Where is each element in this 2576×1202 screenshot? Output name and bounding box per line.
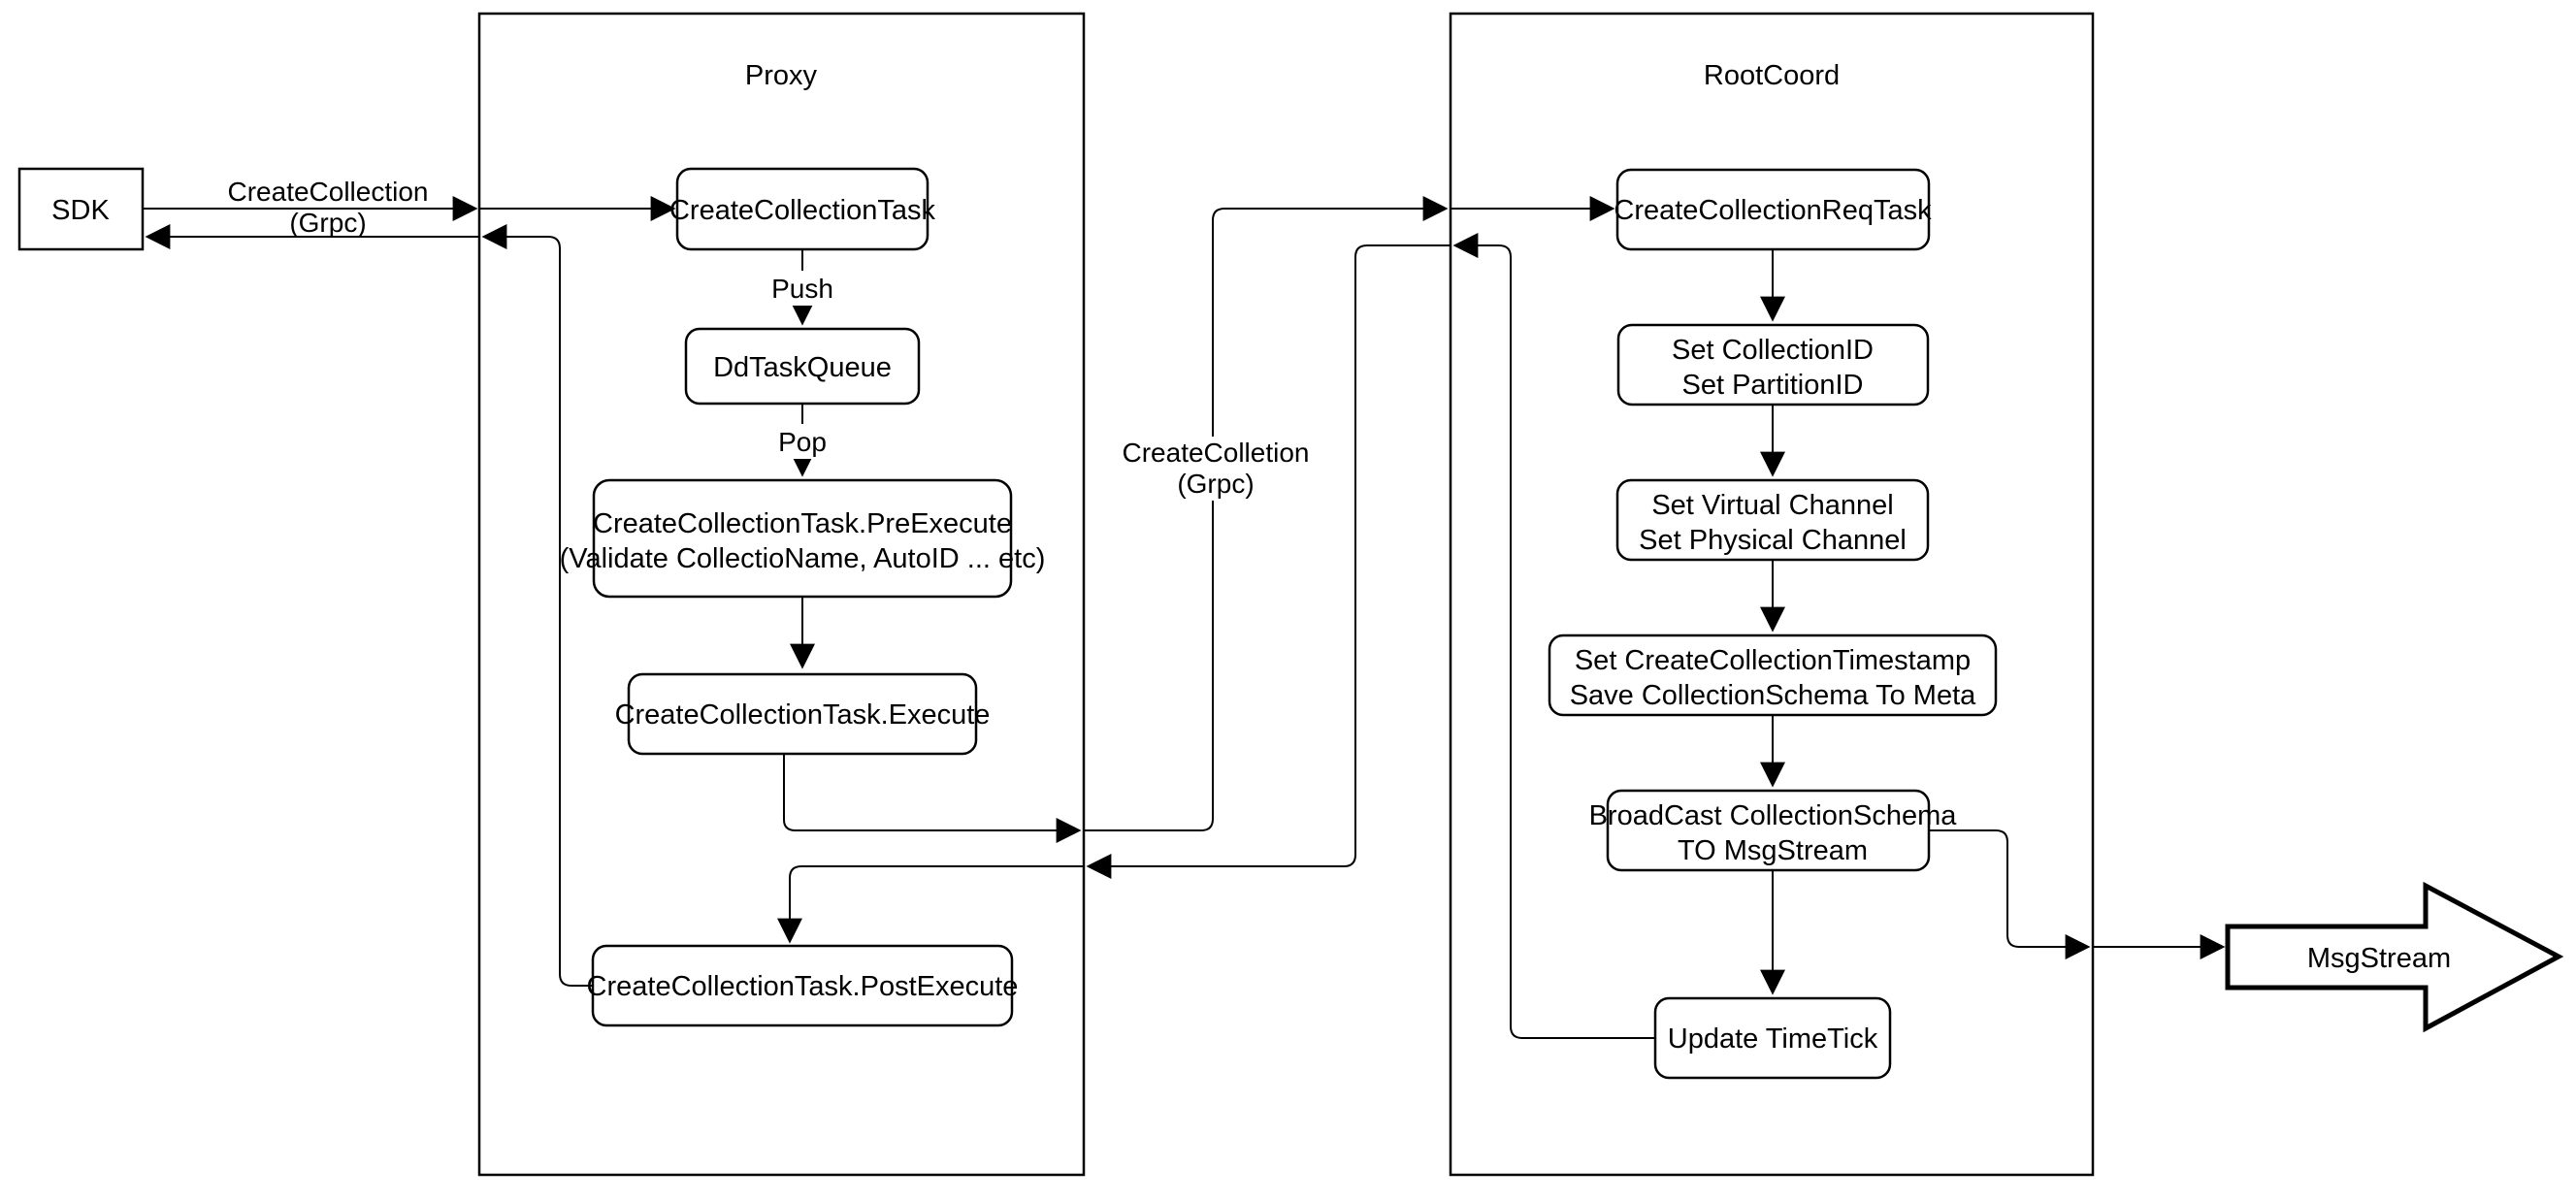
node-preexecute-label-line1: CreateCollectionTask.PreExecute — [593, 508, 1012, 539]
msgstream-label: MsgStream — [2306, 943, 2452, 974]
node-set-channels-label-line2: Set Physical Channel — [1639, 525, 1907, 556]
node-create-collection-reqtask-label: CreateCollectionReqTask — [1614, 195, 1932, 226]
node-preexecute-label-line2: (Validate CollectioName, AutoID ... etc) — [559, 543, 1046, 574]
node-set-channels-label-line1: Set Virtual Channel — [1651, 490, 1894, 521]
node-execute-label: CreateCollectionTask.Execute — [614, 699, 991, 731]
edge-proxy-to-rootcoord-border — [1084, 209, 1446, 830]
node-postexecute-label: CreateCollectionTask.PostExecute — [586, 971, 1019, 1002]
node-broadcast-label-line2: TO MsgStream — [1677, 835, 1869, 866]
label-proxy-grpc-line2: (Grpc) — [1177, 469, 1255, 499]
node-set-timestamp-label-line1: Set CreateCollectionTimestamp — [1574, 645, 1972, 676]
node-ddtaskqueue-label: DdTaskQueue — [713, 352, 892, 383]
label-pop: Pop — [778, 427, 827, 457]
proxy-title: Proxy — [744, 60, 818, 91]
label-sdk-grpc-line1: CreateCollection — [227, 177, 429, 207]
rootcoord-title: RootCoord — [1703, 60, 1841, 91]
label-sdk-grpc-line2: (Grpc) — [289, 208, 367, 238]
edge-rootcoord-to-proxy-border-return — [1089, 245, 1451, 866]
sdk-label: SDK — [51, 195, 110, 226]
node-set-timestamp-label-line2: Save CollectionSchema To Meta — [1569, 680, 1976, 711]
node-create-collection-task-label: CreateCollectionTask — [668, 195, 936, 226]
node-update-timetick-label: Update TimeTick — [1667, 1023, 1878, 1055]
node-set-collectionid-label-line2: Set PartitionID — [1681, 370, 1864, 401]
node-broadcast-label-line1: BroadCast CollectionSchema — [1588, 800, 1957, 831]
label-proxy-grpc-line1: CreateColletion — [1122, 438, 1310, 468]
label-push: Push — [771, 274, 833, 304]
node-set-collectionid-label-line1: Set CollectionID — [1672, 335, 1874, 366]
